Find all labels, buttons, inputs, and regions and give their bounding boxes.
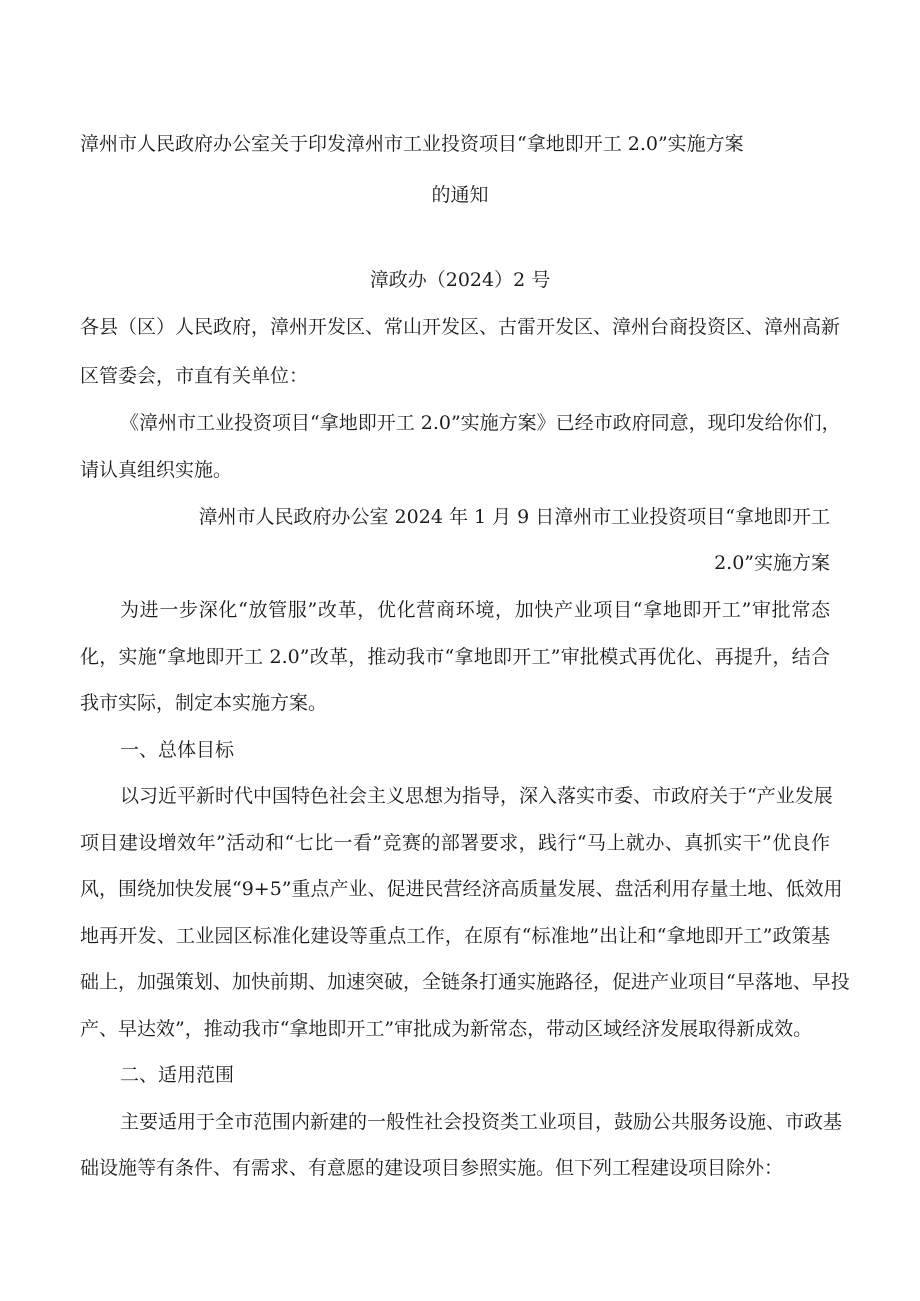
section-1-heading: 一、总体目标 [120,739,235,761]
notice-body-line-2: 请认真组织实施。 [80,459,233,481]
document-title-line-1: 漳州市人民政府办公室关于印发漳州市工业投资项目“拿地即开工 2.0”实施方案 [80,133,744,155]
section-1-line-3: 风，围绕加快发展“9+5”重点产业、促进民营经济高质量发展、盘活利用存量土地、低效用 [80,878,843,900]
section-2-line-1: 主要适用于全市范围内新建的一般性社会投资类工业项目，鼓励公共服务设施、市政基 [120,1111,843,1133]
section-1-line-2: 项目建设增效年”活动和“七比一看”竞赛的部署要求，践行“马上就办、真抓实干”优良作 [80,832,830,854]
signature-line-2: 2.0”实施方案 [714,552,830,574]
intro-line-3: 我市实际，制定本实施方案。 [80,692,328,714]
section-1-line-1: 以习近平新时代中国特色社会主义思想为指导，深入落实市委、市政府关于“产业发展 [120,785,833,807]
section-2-line-2: 础设施等有条件、有需求、有意愿的建设项目参照实施。但下列工程建设项目除外： [80,1157,784,1179]
intro-line-2: 化，实施“拿地即开工 2.0”改革，推动我市“拿地即开工”审批模式再优化、再提升，结合 [80,646,830,668]
recipients-line-2: 区管委会，市直有关单位： [80,365,309,387]
section-1-line-4: 地再开发、工业园区标准化建设等重点工作，在原有“标准地”出让和“拿地即开工”政策基 [80,925,830,947]
section-1-line-5: 础上，加强策划、加快前期、加速突破，全链条打通实施路径，促进产业项目“早落地、早投 [80,971,850,993]
notice-body-line-1: 《漳州市工业投资项目“拿地即开工 2.0”实施方案》已经市政府同意，现印发给你们， [120,412,841,434]
document-number: 漳政办（2024）2 号 [369,269,551,291]
recipients-line-1: 各县（区）人民政府，漳州开发区、常山开发区、古雷开发区、漳州台商投资区、漳州高新 [80,316,841,338]
intro-line-1: 为进一步深化“放管服”改革，优化营商环境，加快产业项目“拿地即开工”审批常态 [120,599,830,621]
section-2-heading: 二、适用范围 [120,1064,235,1086]
signature-line-1: 漳州市人民政府办公室 2024 年 1 月 9 日漳州市工业投资项目“拿地即开工 [198,506,830,528]
section-1-line-6: 产、早达效”，推动我市“拿地即开工”审批成为新常态，带动区域经济发展取得新成效。 [80,1018,813,1040]
document-title-line-2: 的通知 [431,184,489,206]
